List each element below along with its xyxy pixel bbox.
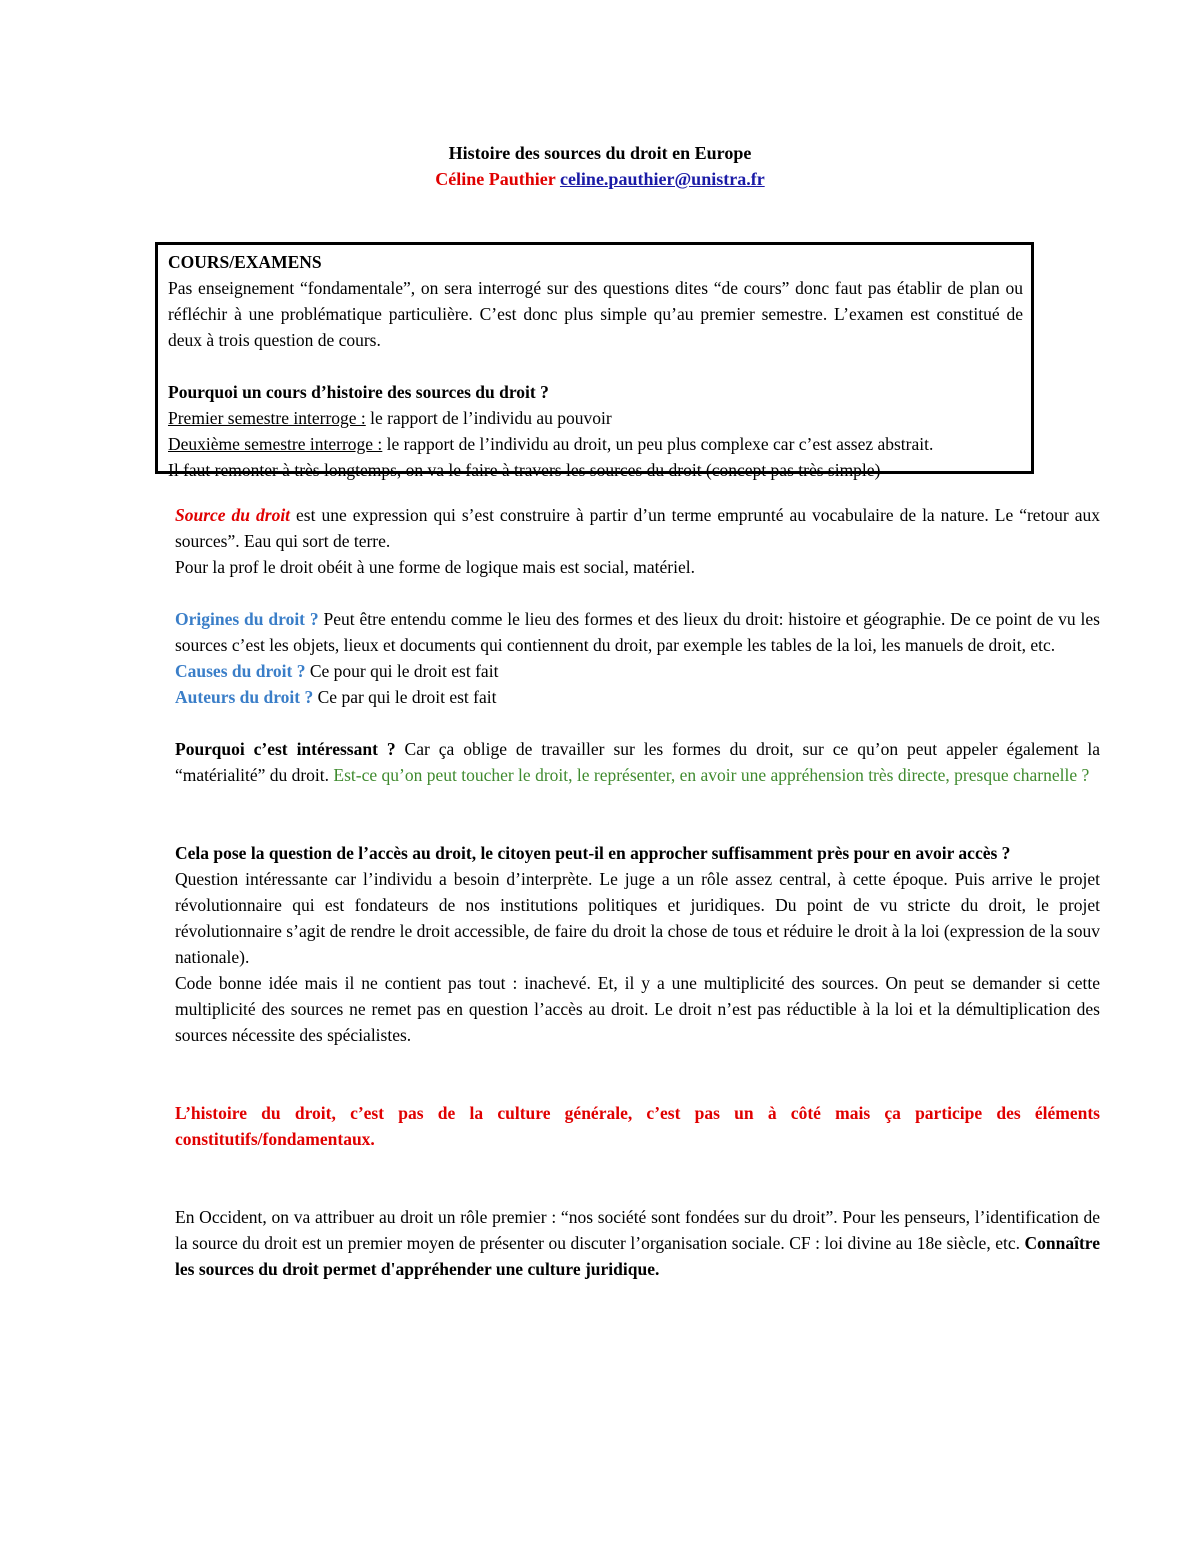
box-heading: COURS/EXAMENS (168, 252, 322, 272)
document-header (0, 140, 1200, 192)
second-semester-text: le rapport de l’individu au droit, un peu plus complexe car c’est assez abstrait. (382, 434, 934, 454)
first-semester-line (168, 405, 1023, 431)
second-semester-label: Deuxième semestre interroge : (168, 434, 383, 454)
causes-text: Ce pour qui le droit est fait (305, 661, 499, 681)
author-name: Céline Pauthier (435, 169, 556, 189)
interessant-text: Car ça oblige de travailler sur les formes du droit, sur ce qu’on peut appeler également la “matérialité” du droit. (175, 739, 1100, 785)
occident-text: En Occident, on va attribuer au droit un rôle premier : “nos société sont fondées sur du droit”. Pour les penseurs, l’identification de la source du droit est un premier moyen de présenter ou discuter l’organisation sociale. CF : loi divine au 18e siècle, etc. (175, 1207, 1100, 1253)
acces-question: Cela pose la question de l’accès au droit, le citoyen peut-il en approcher suffisamment près pour en avoir accès ? (175, 843, 1011, 863)
author-line (0, 166, 1200, 192)
source-term: Source du droit (175, 505, 291, 525)
first-semester-text: le rapport de l’individu au pouvoir (365, 408, 612, 428)
box-paragraph: Pas enseignement “fondamentale”, on sera interrogé sur des questions dites “de cours” donc faut pas établir de plan ou réfléchir à une problématique particulière. C’est donc plus simple qu’au premier semestre. L’examen est constitué de deux à trois question de cours. (168, 278, 1023, 350)
acces-paragraph-2: Code bonne idée mais il ne contient pas tout : inachevé. Et, il y a une multiplicité des sources. On peut se demander si cette multiplicité des sources ne remet pas en question l’accès au droit. Le droit n’est pas réductible à la loi et la démultiplication des sources nécessite des spécialistes. (175, 973, 1100, 1045)
document-body (175, 502, 1100, 1282)
occident-paragraph (175, 1204, 1100, 1282)
first-semester-label: Premier semestre interroge : (168, 408, 366, 428)
origines-paragraph (175, 606, 1100, 658)
second-semester-line (168, 431, 1023, 457)
prof-line: Pour la prof le droit obéit à une forme de logique mais est social, matériel. (175, 557, 695, 577)
causes-label: Causes du droit ? (175, 661, 306, 681)
box-last-line: Il faut remonter à très longtemps, on va le faire à travers les sources du droit (concept pas très simple) (168, 460, 881, 480)
source-paragraph (175, 502, 1100, 554)
source-text: est une expression qui s’est construire à partir d’un terme emprunté au vocabulaire de la nature. Le “retour aux sources”. Eau qui sort de terre. (175, 505, 1100, 551)
box-question: Pourquoi un cours d’histoire des sources du droit ? (168, 382, 549, 402)
causes-line (175, 658, 1100, 684)
auteurs-text: Ce par qui le droit est fait (313, 687, 497, 707)
origines-label: Origines du droit ? (175, 609, 319, 629)
auteurs-label: Auteurs du droit ? (175, 687, 314, 707)
interessant-paragraph (175, 736, 1100, 788)
occident-conclusion: Connaître les sources du droit permet d'appréhender une culture juridique. (175, 1233, 1100, 1279)
interessant-green-text: Est-ce qu’on peut toucher le droit, le représenter, en avoir une appréhension très directe, presque charnelle ? (333, 765, 1090, 785)
author-email-link[interactable]: celine.pauthier@unistra.fr (559, 169, 765, 189)
auteurs-line (175, 684, 1100, 710)
document-title: Histoire des sources du droit en Europe (448, 143, 752, 163)
origines-text: Peut être entendu comme le lieu des formes et des lieux du droit: histoire et géographie. De ce point de vu les sources c’est les objets, lieux et documents qui contiennent du droit, par exemple les tables de la loi, les manuels de droit, etc. (175, 609, 1100, 655)
acces-paragraph-1: Question intéressante car l’individu a besoin d’interprète. Le juge a un rôle assez central, à cette époque. Puis arrive le projet révolutionnaire qui est fondateurs de nos institutions politiques et juridiques. Du point de vu stricte du droit, le projet révolutionnaire s’agit de rendre le droit accessible, de faire du droit la chose de tous et réduire le droit à la loi (expression de la souv nationale). (175, 869, 1100, 967)
interessant-label: Pourquoi c’est intéressant ? (175, 739, 396, 759)
course-exam-box (155, 242, 1034, 480)
histoire-statement: L’histoire du droit, c’est pas de la culture générale, c’est pas un à côté mais ça participe des éléments constitutifs/fondamentaux. (175, 1103, 1100, 1149)
